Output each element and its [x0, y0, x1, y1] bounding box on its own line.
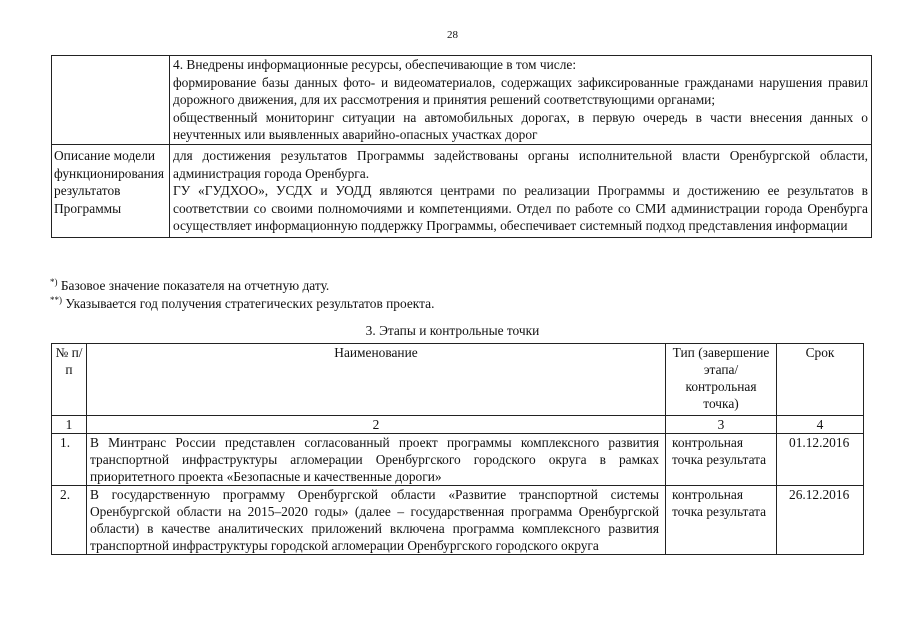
row-type: контрольная точка результата	[666, 434, 777, 486]
header-type: Тип (завершение этапа/контрольная точка)	[666, 344, 777, 416]
column-numbers-row	[52, 416, 864, 434]
footnote	[50, 295, 434, 313]
column-number: 2	[87, 416, 666, 434]
row-name: В Минтранс России представлен согласованный проект программы комплексного развития транспортной инфраструктуры агломерации Оренбургского городского округа в рамках приоритетного проекта «Безопасные и качественные дороги»	[87, 434, 666, 486]
row-name: В государственную программу Оренбургской области «Развитие транспортной системы Оренбургской области на 2015–2020 годы» (далее – государственная программа Оренбургской области) в качестве аналитических приложений включена программа комплексного развития транспортной инфраструктуры городской агломерации Оренбургского городского округа	[87, 486, 666, 555]
row-type: контрольная точка результата	[666, 486, 777, 555]
header-num: № п/п	[52, 344, 87, 416]
table-row	[52, 56, 872, 145]
stages-table	[51, 343, 864, 555]
passport-table	[51, 55, 872, 238]
row-term: 26.12.2016	[777, 486, 864, 555]
header-row	[52, 344, 864, 416]
row-num: 1.	[52, 434, 87, 486]
footnote-mark: *)	[50, 277, 58, 287]
column-number: 3	[666, 416, 777, 434]
row-label: Описание модели функционирования результатов Программы	[52, 144, 170, 237]
footnote-text: Базовое значение показателя на отчетную дату.	[60, 278, 330, 293]
column-number: 1	[52, 416, 87, 434]
table-row	[52, 486, 864, 555]
row-content	[170, 144, 872, 237]
row-term: 01.12.2016	[777, 434, 864, 486]
footnote	[50, 277, 434, 295]
paragraph: для достижения результатов Программы задействованы органы исполнительной власти Оренбургской области, администрация города Оренбурга.	[173, 147, 868, 181]
row-label	[52, 56, 170, 145]
page-number: 28	[447, 29, 458, 41]
footnote-mark: **)	[50, 295, 62, 305]
paragraph: ГУ «ГУДХОО», УСДХ и УОДД являются центрами по реализации Программы и достижению ее результатов в соответствии со своими полномочиями и компетенциями. Отдел по работе со СМИ администрации города Оренбурга осуществляет информационную поддержку Программы, обеспечивает системный подход представления информации	[173, 183, 868, 234]
column-number: 4	[777, 416, 864, 434]
row-content	[170, 56, 872, 145]
paragraph: общественный мониторинг ситуации на автомобильных дорогах, в первую очередь в части внесения данных о неучтенных или выявленных аварийно-опасных участках дорог	[173, 109, 868, 143]
footnote-text: Указывается год получения стратегических результатов проекта.	[65, 296, 435, 311]
footnotes	[50, 277, 434, 313]
row-num: 2.	[52, 486, 87, 555]
paragraph: 4. Внедрены информационные ресурсы, обеспечивающие в том числе:	[173, 57, 577, 72]
section-title: 3. Этапы и контрольные точки	[365, 323, 540, 338]
header-name: Наименование	[87, 344, 666, 416]
table-row	[52, 434, 864, 486]
header-term: Срок	[777, 344, 864, 416]
table-row	[52, 144, 872, 237]
paragraph: формирование базы данных фото- и видеоматериалов, содержащих зафиксированные гражданами нарушения правил дорожного движения, для их рассмотрения и принятия решений соответствующими органами;	[173, 74, 868, 108]
